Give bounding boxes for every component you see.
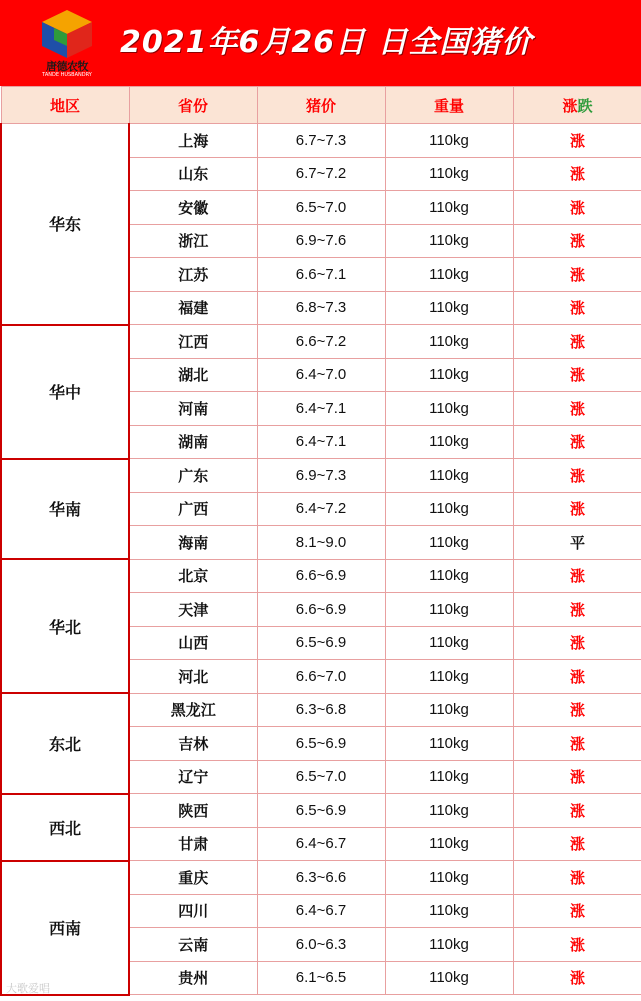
trend-cell: 涨 <box>513 760 641 794</box>
price-cell: 6.5~6.9 <box>257 727 385 761</box>
price-cell: 6.8~7.3 <box>257 291 385 325</box>
weight-cell: 110kg <box>385 861 513 895</box>
trend-cell: 涨 <box>513 492 641 526</box>
province-cell: 四川 <box>129 894 257 928</box>
table-body <box>1 124 641 995</box>
trend-cell: 涨 <box>513 358 641 392</box>
province-cell: 广西 <box>129 492 257 526</box>
region-cell: 华中 <box>1 325 129 459</box>
weight-cell: 110kg <box>385 392 513 426</box>
title-banner <box>0 0 641 86</box>
trend-cell: 涨 <box>513 559 641 593</box>
weight-cell: 110kg <box>385 827 513 861</box>
price-cell: 6.3~6.6 <box>257 861 385 895</box>
logo-subtext: TANDE HUSBANDRY <box>42 72 92 78</box>
province-cell: 陕西 <box>129 794 257 828</box>
brand-logo <box>36 8 98 78</box>
province-cell: 贵州 <box>129 961 257 995</box>
price-cell: 6.9~7.3 <box>257 459 385 493</box>
weight-cell: 110kg <box>385 124 513 158</box>
table-row <box>1 325 641 359</box>
weight-cell: 110kg <box>385 727 513 761</box>
trend-cell: 涨 <box>513 894 641 928</box>
price-cell: 6.1~6.5 <box>257 961 385 995</box>
weight-cell: 110kg <box>385 660 513 694</box>
price-cell: 6.6~6.9 <box>257 593 385 627</box>
trend-cell: 涨 <box>513 626 641 660</box>
price-cell: 6.3~6.8 <box>257 693 385 727</box>
table-header-row <box>1 87 641 124</box>
column-header-region: 地区 <box>1 87 129 124</box>
weight-cell: 110kg <box>385 459 513 493</box>
weight-cell: 110kg <box>385 559 513 593</box>
weight-cell: 110kg <box>385 760 513 794</box>
price-cell: 6.4~7.0 <box>257 358 385 392</box>
table-row <box>1 693 641 727</box>
weight-cell: 110kg <box>385 358 513 392</box>
price-cell: 6.6~6.9 <box>257 559 385 593</box>
weight-cell: 110kg <box>385 794 513 828</box>
province-cell: 海南 <box>129 526 257 560</box>
trend-cell: 涨 <box>513 660 641 694</box>
trend-cell: 涨 <box>513 827 641 861</box>
logo-cube-icon <box>36 8 98 60</box>
column-header-province: 省份 <box>129 87 257 124</box>
province-cell: 福建 <box>129 291 257 325</box>
weight-cell: 110kg <box>385 492 513 526</box>
weight-cell: 110kg <box>385 425 513 459</box>
region-cell: 华东 <box>1 124 129 325</box>
trend-cell: 涨 <box>513 392 641 426</box>
province-cell: 云南 <box>129 928 257 962</box>
price-cell: 6.4~7.2 <box>257 492 385 526</box>
province-cell: 湖北 <box>129 358 257 392</box>
trend-cell: 涨 <box>513 861 641 895</box>
weight-cell: 110kg <box>385 526 513 560</box>
weight-cell: 110kg <box>385 291 513 325</box>
region-cell: 西南 <box>1 861 129 995</box>
logo-text: 唐德农牧 <box>46 60 88 73</box>
province-cell: 河南 <box>129 392 257 426</box>
price-cell: 6.4~7.1 <box>257 425 385 459</box>
region-cell: 西北 <box>1 794 129 861</box>
price-cell: 6.5~7.0 <box>257 760 385 794</box>
trend-cell: 涨 <box>513 928 641 962</box>
trend-cell: 涨 <box>513 224 641 258</box>
price-cell: 6.4~6.7 <box>257 894 385 928</box>
trend-cell: 涨 <box>513 425 641 459</box>
province-cell: 甘肃 <box>129 827 257 861</box>
province-cell: 天津 <box>129 593 257 627</box>
trend-cell: 涨 <box>513 124 641 158</box>
price-cell: 6.6~7.1 <box>257 258 385 292</box>
province-cell: 江苏 <box>129 258 257 292</box>
weight-cell: 110kg <box>385 325 513 359</box>
weight-cell: 110kg <box>385 928 513 962</box>
province-cell: 广东 <box>129 459 257 493</box>
table-row <box>1 559 641 593</box>
price-cell: 6.5~6.9 <box>257 626 385 660</box>
trend-cell: 涨 <box>513 258 641 292</box>
weight-cell: 110kg <box>385 961 513 995</box>
table-row <box>1 124 641 158</box>
weight-cell: 110kg <box>385 626 513 660</box>
province-cell: 辽宁 <box>129 760 257 794</box>
price-cell: 6.4~6.7 <box>257 827 385 861</box>
trend-cell: 涨 <box>513 727 641 761</box>
table-row <box>1 794 641 828</box>
price-cell: 6.9~7.6 <box>257 224 385 258</box>
province-cell: 江西 <box>129 325 257 359</box>
column-header-trend: 涨跌 <box>513 87 641 124</box>
table-row <box>1 459 641 493</box>
price-cell: 6.7~7.2 <box>257 157 385 191</box>
price-cell: 6.6~7.0 <box>257 660 385 694</box>
price-cell: 6.4~7.1 <box>257 392 385 426</box>
trend-cell: 涨 <box>513 291 641 325</box>
province-cell: 湖南 <box>129 425 257 459</box>
page-title: 2021年6月26日 日全国猪价 <box>120 25 533 60</box>
trend-cell: 涨 <box>513 325 641 359</box>
weight-cell: 110kg <box>385 191 513 225</box>
region-cell: 华北 <box>1 559 129 693</box>
weight-cell: 110kg <box>385 157 513 191</box>
trend-cell: 涨 <box>513 157 641 191</box>
province-cell: 上海 <box>129 124 257 158</box>
province-cell: 重庆 <box>129 861 257 895</box>
price-cell: 8.1~9.0 <box>257 526 385 560</box>
price-cell: 6.5~6.9 <box>257 794 385 828</box>
province-cell: 河北 <box>129 660 257 694</box>
trend-cell: 涨 <box>513 191 641 225</box>
price-cell: 6.6~7.2 <box>257 325 385 359</box>
trend-cell: 涨 <box>513 593 641 627</box>
province-cell: 山东 <box>129 157 257 191</box>
province-cell: 吉林 <box>129 727 257 761</box>
column-header-weight: 重量 <box>385 87 513 124</box>
province-cell: 黑龙江 <box>129 693 257 727</box>
table-row <box>1 861 641 895</box>
weight-cell: 110kg <box>385 593 513 627</box>
province-cell: 浙江 <box>129 224 257 258</box>
pig-price-table <box>0 86 641 996</box>
province-cell: 安徽 <box>129 191 257 225</box>
price-cell: 6.0~6.3 <box>257 928 385 962</box>
weight-cell: 110kg <box>385 693 513 727</box>
price-cell: 6.5~7.0 <box>257 191 385 225</box>
province-cell: 北京 <box>129 559 257 593</box>
watermark: 大歌爱唱 <box>6 982 50 995</box>
trend-cell: 平 <box>513 526 641 560</box>
trend-cell: 涨 <box>513 693 641 727</box>
price-cell: 6.7~7.3 <box>257 124 385 158</box>
region-cell: 东北 <box>1 693 129 794</box>
province-cell: 山西 <box>129 626 257 660</box>
region-cell: 华南 <box>1 459 129 560</box>
column-header-price: 猪价 <box>257 87 385 124</box>
weight-cell: 110kg <box>385 224 513 258</box>
trend-cell: 涨 <box>513 794 641 828</box>
weight-cell: 110kg <box>385 894 513 928</box>
trend-cell: 涨 <box>513 459 641 493</box>
trend-cell: 涨 <box>513 961 641 995</box>
weight-cell: 110kg <box>385 258 513 292</box>
